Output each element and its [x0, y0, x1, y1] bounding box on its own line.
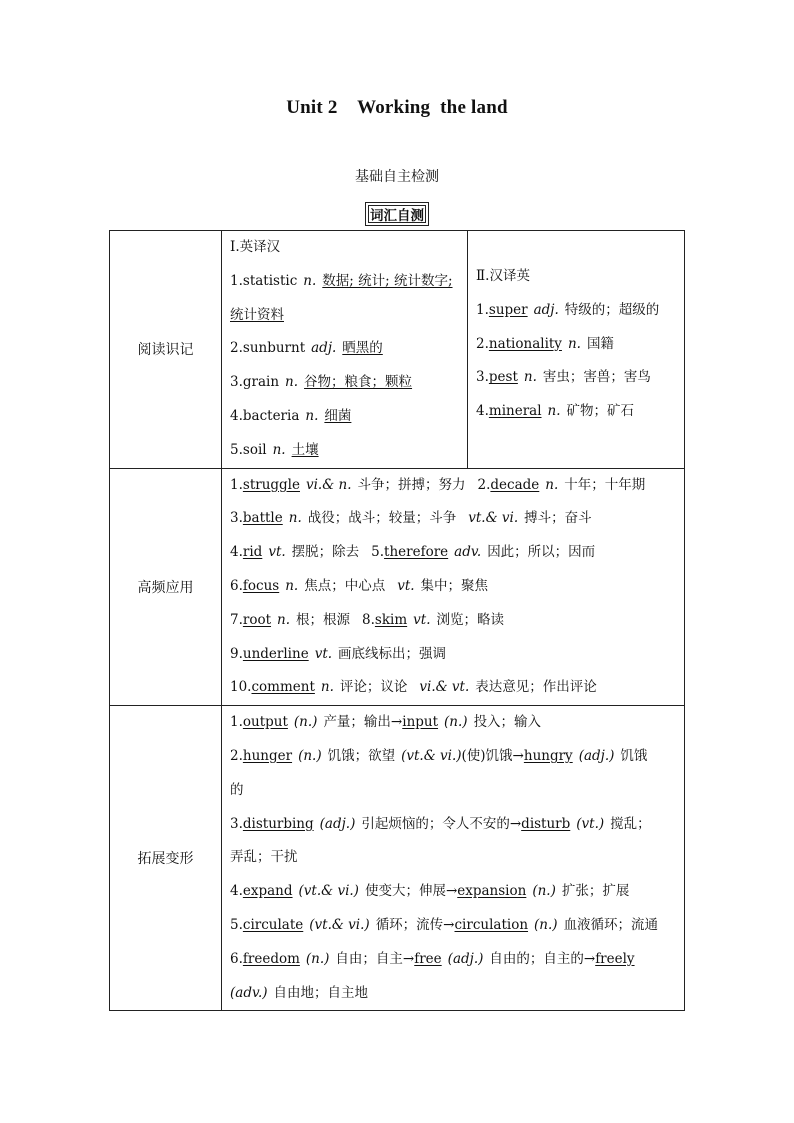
answer-text: 统计资料: [230, 306, 284, 323]
answer-text: decade: [490, 476, 540, 493]
answer-text: pest: [488, 369, 518, 386]
content-cell: [222, 231, 685, 469]
list-item: 3.battle n. 战役；战斗；较量；斗争 vt.& vi. 搏斗；奋斗: [230, 510, 592, 527]
list-item: 5.circulate (vt.& vi.) 循环；流传→circulation (n.) 血液循环；流通: [230, 916, 659, 933]
answer-text: disturbing: [242, 815, 314, 832]
section-subtitle: 基础自主检测: [355, 169, 439, 185]
list-item: 4.mineral n. 矿物；矿石: [476, 403, 635, 420]
answer-text: 谷物；粮食；颗粒: [304, 374, 413, 391]
answer-text: underline: [242, 645, 309, 662]
list-item: 9.underline vt. 画底线标出；强调: [230, 645, 447, 662]
vocab-table: [109, 230, 685, 1011]
answer-text: 数据; 统计; 统计数字;: [322, 272, 453, 289]
list-item: 1.output (n.) 产量；输出→input (n.) 投入；输入: [230, 714, 542, 731]
list-item: 3.disturbing (adj.) 引起烦恼的；令人不安的→disturb (vt.) 搅乱；: [230, 815, 651, 832]
category-cell: 阅读识记: [110, 231, 222, 469]
list-item: 4.bacteria n. 细菌: [230, 407, 352, 424]
answer-text: nationality: [488, 335, 562, 352]
answer-text: freely: [595, 950, 635, 967]
answer-text: 细菌: [324, 407, 352, 424]
table-row: [110, 706, 685, 1011]
answer-text: struggle: [242, 476, 300, 493]
answer-text: expand: [242, 883, 293, 900]
list-item: 3.pest n. 害虫；害兽；害鸟: [476, 369, 651, 386]
answer-text: focus: [242, 577, 280, 594]
list-item: 弄乱；干扰: [230, 849, 298, 866]
list-item: 7.root n. 根；根源 8.skim vt. 浏览；略读: [230, 611, 504, 628]
vocab-test-badge: 词汇自测: [365, 202, 429, 226]
section-heading: Ⅰ.英译汉: [230, 239, 281, 255]
answer-text: output: [242, 714, 288, 731]
answer-text: freedom: [242, 950, 300, 967]
content-cell: [222, 468, 685, 706]
reading-subtable: [222, 231, 684, 468]
table-row: [110, 468, 685, 706]
list-item: 1.super adj. 特级的；超级的: [476, 301, 660, 318]
content-cell: [222, 706, 685, 1011]
answer-text: root: [242, 611, 272, 628]
list-item: 1.statistic n. 数据; 统计; 统计数字;: [230, 272, 453, 289]
list-item: (adv.) 自由地；自主地: [230, 984, 369, 1001]
answer-text: circulate: [242, 916, 304, 933]
list-item: [222, 299, 467, 333]
page-title: [0, 97, 794, 119]
category-cell: 高频应用: [110, 468, 222, 706]
answer-text: free: [414, 950, 442, 967]
answer-text: circulation: [454, 916, 529, 933]
answer-text: 土壤: [291, 441, 319, 458]
list-item: 6.freedom (n.) 自由；自主→free (adj.) 自由的；自主的→freely: [230, 950, 635, 967]
list-item: 1.struggle vi.& n. 斗争；拼搏；努力 2.decade n. 十年；十年期: [230, 476, 646, 493]
answer-text: skim: [374, 611, 408, 628]
list-item: 2.nationality n. 国籍: [476, 335, 614, 352]
answer-text: mineral: [488, 403, 542, 420]
table-row: [110, 231, 685, 469]
list-item: 6.focus n. 焦点；中心点 vt. 集中；聚焦: [230, 577, 489, 594]
unit-name: Working the land: [357, 97, 508, 118]
en-to-cn-column: [222, 231, 468, 468]
list-item: 4.expand (vt.& vi.) 使变大；伸展→expansion (n.) 扩张；扩展: [230, 883, 630, 900]
answer-text: comment: [251, 679, 315, 696]
list-item: 4.rid vt. 摆脱；除去 5.therefore adv. 因此；所以；因而: [230, 544, 596, 561]
answer-text: 晒黑的: [342, 340, 383, 357]
list-item: 的: [230, 781, 244, 798]
section-heading: Ⅱ.汉译英: [476, 268, 530, 284]
answer-text: hungry: [523, 747, 573, 764]
list-item: 5.soil n. 土壤: [230, 441, 319, 458]
answer-text: input: [402, 714, 439, 731]
answer-text: rid: [242, 544, 263, 561]
category-cell: 拓展变形: [110, 706, 222, 1011]
list-item: 10.comment n. 评论；议论 vi.& vt. 表达意见；作出评论: [230, 679, 597, 696]
answer-text: hunger: [242, 747, 293, 764]
answer-text: expansion: [457, 883, 527, 900]
list-item: 2.hunger (n.) 饥饿；欲望 (vt.& vi.)(使)饥饿→hungry (adj.) 饥饿: [230, 747, 648, 764]
list-item: 3.grain n. 谷物；粮食；颗粒: [230, 374, 413, 391]
unit-number: Unit 2: [286, 97, 338, 118]
badge-wrap: [0, 202, 794, 226]
answer-text: therefore: [384, 544, 449, 561]
answer-text: super: [488, 301, 528, 318]
list-item: 2.sunburnt adj. 晒黑的: [230, 340, 383, 357]
answer-text: battle: [242, 510, 283, 527]
cn-to-en-column: [468, 231, 684, 468]
answer-text: disturb: [521, 815, 571, 832]
